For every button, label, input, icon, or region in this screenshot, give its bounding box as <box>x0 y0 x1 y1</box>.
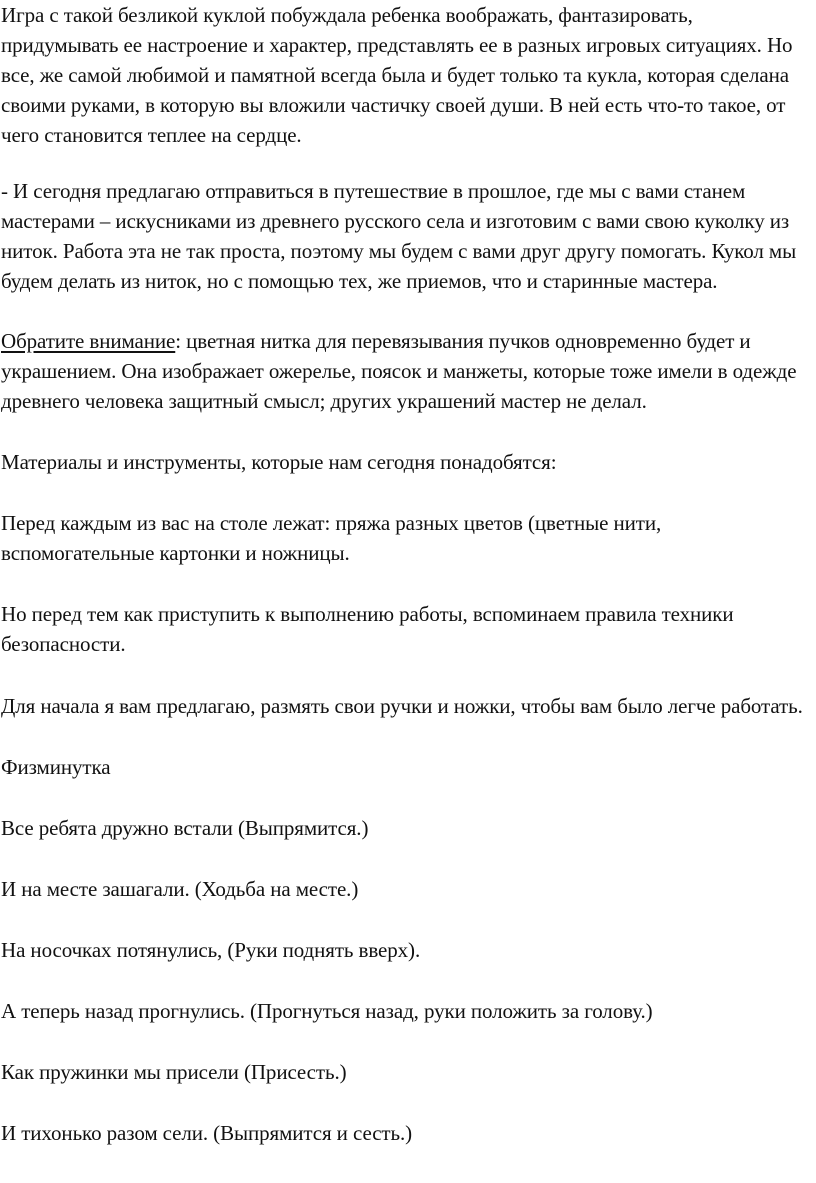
attention-text: : цветная нитка для перевязывания пучков одновременно будет и украшением. Она изображает ожерелье, поясок и манжеты, которые тоже имели в одежде древнего человека защитный смысл; других украшений мастер не делал. <box>1 329 797 413</box>
exercise-line: А теперь назад прогнулись. (Прогнуться назад, руки положить за голову.) <box>1 999 653 1023</box>
intro-paragraph: Игра с такой безликой куклой побуждала ребенка воображать, фантазировать, придумывать ее настроение и характер, представлять ее в разных игровых ситуациях. Но все, же самой любимой и памятной всегда была и будет только та кукла, которая сделана своими руками, в которую вы вложили частичку своей души. В ней есть что-то такое, от чего становится теплее на сердце. <box>1 3 793 147</box>
exercise-line: На носочках потянулись, (Руки поднять вверх). <box>1 938 421 962</box>
safety-paragraph: Но перед тем как приступить к выполнению работы, вспоминаем правила техники безопасности. <box>1 602 734 656</box>
journey-paragraph: - И сегодня предлагаю отправиться в путешествие в прошлое, где мы с вами станем мастерами – искусниками из древнего русского села и изготовим с вами свою куколку из ниток. Работа эта не так проста, поэтому мы будем с вами друг другу помогать. Кукол мы будем делать из ниток, но с помощью тех, же приемов, что и старинные мастера. <box>1 179 797 293</box>
exercise-line: И на месте зашагали. (Ходьба на месте.) <box>1 877 359 901</box>
attention-paragraph <box>1 326 810 416</box>
fizminutka-title: Физминутка <box>1 755 111 779</box>
materials-heading: Материалы и инструменты, которые нам сегодня понадобятся: <box>1 450 557 474</box>
warmup-paragraph: Для начала я вам предлагаю, размять свои ручки и ножки, чтобы вам было легче работать. <box>1 694 803 718</box>
exercise-line: И тихонько разом сели. (Выпрямится и сесть.) <box>1 1121 413 1145</box>
exercise-line: Как пружинки мы присели (Присесть.) <box>1 1060 347 1084</box>
attention-label: Обратите внимание <box>1 329 176 353</box>
exercise-line: Все ребята дружно встали (Выпрямится.) <box>1 816 369 840</box>
materials-paragraph: Перед каждым из вас на столе лежат: пряжа разных цветов (цветные нити, вспомогательные картонки и ножницы. <box>1 511 662 565</box>
